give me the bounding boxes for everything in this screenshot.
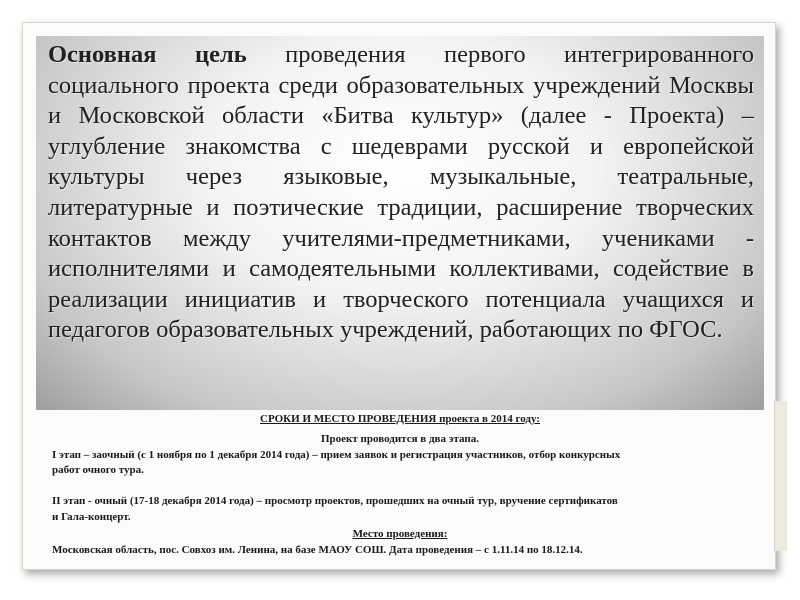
stage1-line1: I этап – заочный (с 1 ноября по 1 декабря 2014 года) – прием заявок и регистрация участников, отбор конкурсных <box>52 449 621 461</box>
main-goal-text: проведения первого интегрированного социального проекта среди образовательных учреждений Москвы и Московской области «Битва культур» (далее - Проекта) – углубление знакомства с шедеврами русской и европейской культуры через языковые, музыкальные, театральные, литературные и поэтические традиции, расширение творческих контактов между учителями-предметниками, учениками - исполнителями и самодеятельными коллективами, содействие в реализации инициатив и творческого потенциала учащихся и педагогов образовательных учреждений, работающих по ФГОС. <box>48 41 754 344</box>
main-goal-paragraph <box>48 40 754 346</box>
stage2-line1: II этап - очный (17-18 декабря 2014 года) – просмотр проектов, прошедших на очный тур, вручение сертификатов <box>52 495 618 507</box>
stage2-line2: и Гала-концерт. <box>52 511 131 523</box>
main-goal-lead: Основная цель <box>48 41 247 68</box>
schedule-intro: Проект проводится в два этапа. <box>321 433 479 445</box>
place-heading: Место проведения: <box>352 528 448 540</box>
schedule-heading: СРОКИ И МЕСТО ПРОВЕДЕНИЯ проекта в 2014 году: <box>260 413 540 425</box>
place-text: Московская область, пос. Совхоз им. Ленина, на базе МАОУ СОШ. Дата проведения – с 1.11.14 по 18.12.14. <box>52 544 583 556</box>
stage1-line2: работ очного тура. <box>52 464 144 476</box>
frame-side-accent <box>774 401 787 551</box>
